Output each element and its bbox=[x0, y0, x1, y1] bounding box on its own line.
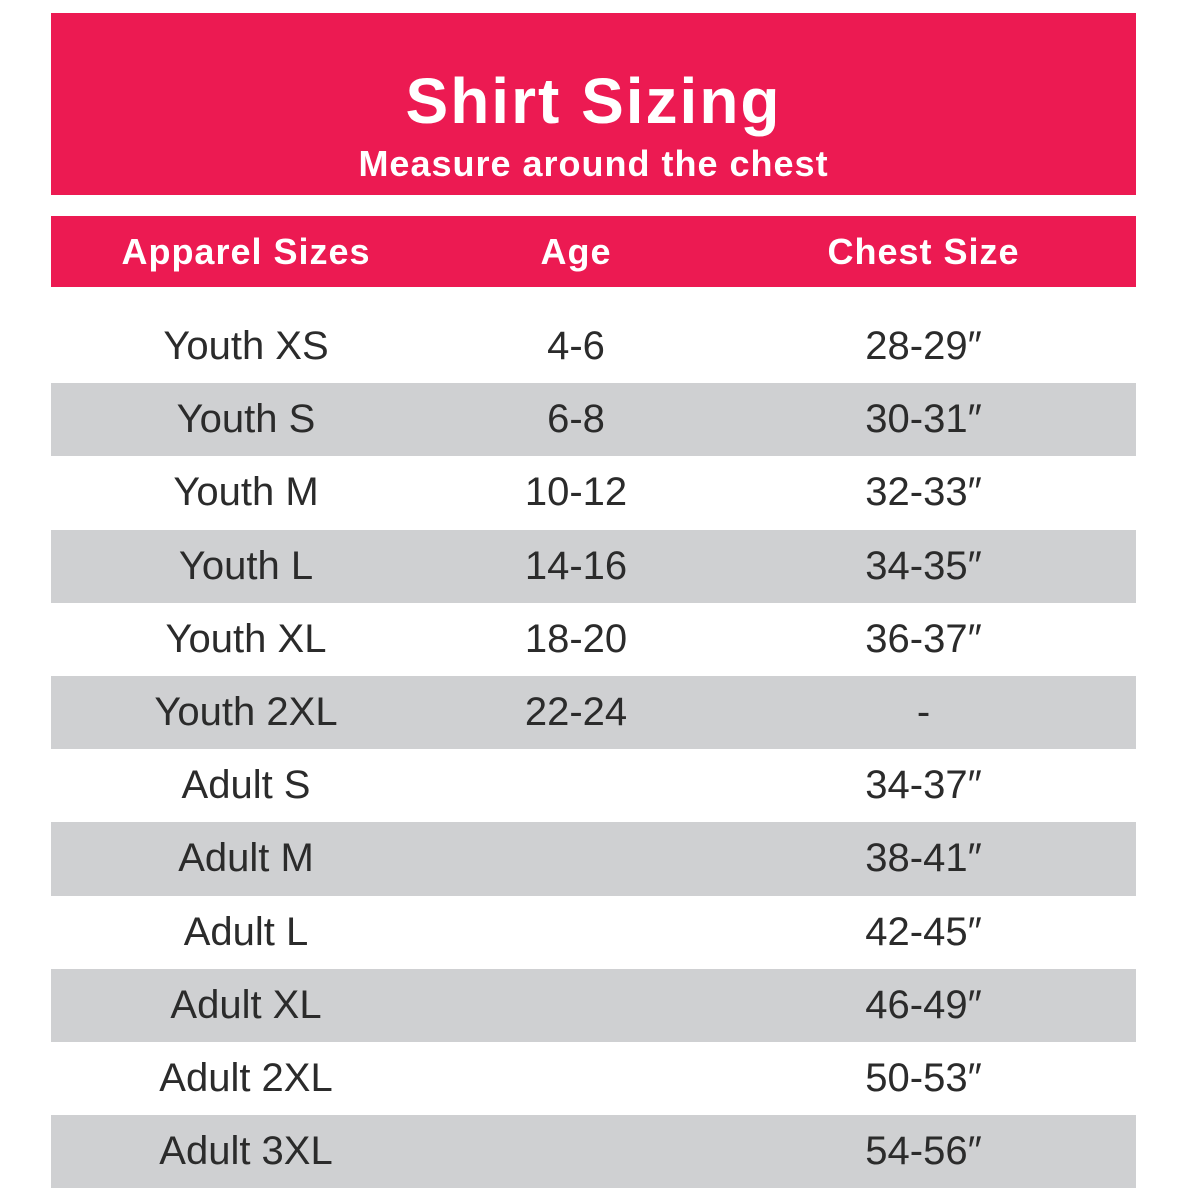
cell-chest: 42-45″ bbox=[865, 909, 982, 954]
cell-chest: - bbox=[916, 689, 931, 734]
cell-age: 10-12 bbox=[524, 470, 628, 515]
table-row bbox=[51, 383, 1136, 456]
table-row bbox=[51, 456, 1136, 529]
table-row bbox=[51, 1115, 1136, 1188]
cell-size: Youth 2XL bbox=[154, 689, 338, 734]
cell-size: Youth S bbox=[176, 397, 316, 442]
table-row bbox=[51, 310, 1136, 383]
page-title: Shirt Sizing bbox=[405, 65, 782, 137]
cell-chest: 46-49″ bbox=[865, 982, 982, 1027]
header-age: Age bbox=[540, 231, 612, 272]
cell-size: Adult 3XL bbox=[159, 1129, 333, 1174]
cell-chest: 54-56″ bbox=[865, 1129, 982, 1174]
cell-age: 18-20 bbox=[524, 616, 628, 661]
cell-chest: 32-33″ bbox=[865, 470, 982, 515]
table-row bbox=[51, 676, 1136, 749]
table-row bbox=[51, 1042, 1136, 1115]
header-apparel-sizes: Apparel Sizes bbox=[121, 231, 371, 272]
cell-age: 14-16 bbox=[524, 543, 628, 588]
cell-size: Adult XL bbox=[170, 982, 322, 1027]
size-table-body bbox=[51, 310, 1136, 1188]
cell-size: Adult 2XL bbox=[159, 1055, 333, 1100]
cell-size: Adult S bbox=[181, 763, 311, 808]
cell-chest: 28-29″ bbox=[865, 324, 982, 368]
cell-age: 4-6 bbox=[547, 324, 605, 368]
cell-size: Youth M bbox=[173, 470, 319, 515]
cell-chest: 34-35″ bbox=[865, 543, 982, 588]
cell-chest: 30-31″ bbox=[865, 397, 982, 442]
header-chest-size: Chest Size bbox=[827, 231, 1020, 272]
table-row bbox=[51, 603, 1136, 676]
table-row bbox=[51, 530, 1136, 603]
table-row bbox=[51, 969, 1136, 1042]
table-row bbox=[51, 749, 1136, 822]
cell-age: 22-24 bbox=[524, 689, 628, 734]
cell-size: Adult L bbox=[183, 909, 309, 954]
table-row bbox=[51, 896, 1136, 969]
cell-chest: 34-37″ bbox=[865, 763, 982, 808]
cell-age: 6-8 bbox=[547, 397, 605, 442]
cell-chest: 50-53″ bbox=[865, 1055, 982, 1100]
cell-size: Youth XS bbox=[163, 324, 329, 368]
page-subtitle: Measure around the chest bbox=[358, 143, 829, 184]
cell-chest: 36-37″ bbox=[865, 616, 982, 661]
cell-size: Adult M bbox=[178, 836, 314, 881]
table-row bbox=[51, 822, 1136, 895]
cell-size: Youth L bbox=[178, 543, 314, 588]
cell-chest: 38-41″ bbox=[865, 836, 982, 881]
cell-size: Youth XL bbox=[165, 616, 327, 661]
table-header bbox=[51, 216, 1136, 287]
title-banner bbox=[51, 13, 1136, 195]
